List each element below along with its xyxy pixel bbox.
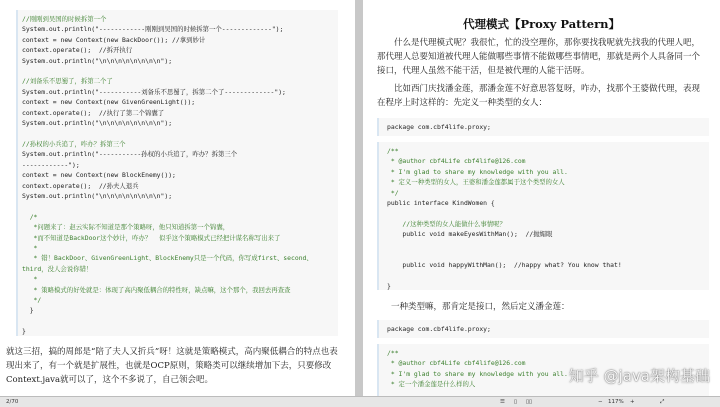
code-line: /**	[387, 349, 399, 357]
zoom-in-icon[interactable]: +	[630, 399, 635, 405]
code-line: System.out.println("-----------孙权的小兵追了，咋办？拆第三个	[22, 150, 238, 159]
code-line	[22, 201, 342, 211]
code-line: * 错！BackDoor、GivenGreenLight、BlockEnemy只是一个代码，你写成first、second、	[22, 254, 313, 263]
code-line: * @author cbf4Life cbf4life@126.com	[387, 359, 526, 368]
code-line: * I'm glad to share my knowledge with you all.	[387, 369, 568, 378]
code-line: //这种类型的女人能做什么事情呢？	[387, 219, 506, 228]
code-line	[387, 208, 622, 218]
code-line: context = new Context(new GivenGreenLight());	[22, 98, 196, 107]
watermark: 知乎 @java架构基础	[568, 367, 710, 385]
code-line: //刚刚到吴国的时候拆第一个	[22, 15, 107, 23]
interface-paragraph: 一种类型嘛，那肯定是接口，然后定义潘金莲：	[391, 302, 570, 312]
code-line: context = new Context(new BlockEnemy());	[22, 171, 176, 180]
code-line: context.operate(); //执行了第二个锦囊了	[22, 108, 165, 117]
code-line: * I'm glad to share my knowledge with you all.	[387, 167, 568, 176]
code-line: }	[22, 306, 34, 315]
code-line: *而不知道是BackDoor这个妙计，咋办？ 似乎这个策略模式已经把计谋名称写出来了	[22, 233, 281, 242]
sidebar-toggle-icon[interactable]: ☰	[500, 399, 505, 405]
code-line: * 策略模式的好处就是：体现了高内聚低耦合的特性呀，缺点嘛，这个那个，我回去再查查	[22, 285, 291, 294]
code-line: *	[22, 243, 38, 252]
code-line: context.operate(); //孙夫人退兵	[22, 181, 139, 190]
code-lines-left	[22, 14, 342, 337]
code-line: /**	[387, 147, 399, 155]
code-line: *	[22, 275, 38, 284]
interface-code	[387, 146, 622, 292]
code-line: * @author cbf4Life cbf4life@126.com	[387, 157, 526, 166]
code-line: System.out.println("-----------刘备乐不思蜀了，拆第二个了-------------");	[22, 87, 286, 96]
class-code	[387, 348, 568, 390]
code-line: */	[387, 188, 399, 197]
example-paragraph: 比如西门庆找潘金莲，那潘金莲不好意思答复呀，咋办，找那个王婆做代理，表现在程序上时这样的：先定义一种类型的女人：	[377, 84, 701, 108]
code-line	[387, 271, 622, 281]
zoom-level[interactable]: 117%	[608, 399, 624, 405]
code-line: //孙权的小兵追了，咋办？拆第三个	[22, 139, 126, 148]
right-page	[363, 0, 720, 396]
zoom-out-icon[interactable]: −	[598, 399, 603, 405]
code-line: System.out.println("------------刚刚到吴国的时候拆第一个-------------");	[22, 25, 284, 34]
code-line: third，没人会说你错！	[22, 264, 93, 273]
code-line: public void makeEyesWithMan(); //抛媚眼	[387, 230, 553, 239]
code-line	[387, 250, 622, 260]
left-page	[0, 0, 355, 396]
package-line-1: package com.cbf4life.proxy;	[387, 123, 491, 131]
code-line	[22, 128, 342, 138]
code-line: * 定义一种类型的女人，王婆和潘金莲都属于这个类型的女人	[387, 178, 565, 187]
status-bar	[0, 396, 720, 407]
code-line	[22, 316, 342, 326]
page-indicator[interactable]: 2/70	[6, 399, 19, 405]
code-line: System.out.println("\n\n\n\n\n\n\n\n");	[22, 191, 173, 200]
left-paragraph: 就这三招，搞的周郎是“陪了夫人又折兵”呀！这就是策略模式，高内聚低耦合的特点也表现出来了，有一个就是扩展性，也就是OCP原则，策略类可以继续增加下去，只要修改Context.java就可以了，这个不多说了，自己领会吧。	[6, 347, 338, 385]
code-line: //刘备乐不思蜀了，拆第二个了	[22, 77, 113, 86]
code-line: public interface KindWomen {	[387, 199, 495, 208]
two-page-icon[interactable]: ▯▯	[526, 399, 533, 405]
code-line: context = new Context(new BackDoor()); //拿到妙计	[22, 35, 206, 44]
code-line	[22, 66, 342, 76]
code-line: System.out.println("\n\n\n\n\n\n\n\n");	[22, 56, 173, 65]
code-line: System.out.println("\n\n\n\n\n\n\n\n");	[22, 119, 173, 128]
intro-paragraph: 什么是代理模式呢？我很忙，忙的没空理你，那你要找我呢就先找我的代理人吧，那代理人总要知道被代理人能做哪些事情不能做哪些事情吧，那就是两个人具备同一个接口，代理人虽然不能干活，但是被代理的人能干活呀。	[377, 38, 701, 76]
package-line-2: package com.cbf4life.proxy;	[387, 325, 491, 333]
code-line: * 定一个潘金莲是什么样的人	[387, 380, 476, 389]
code-line: ------------");	[22, 160, 80, 169]
code-line: /*	[22, 212, 38, 221]
code-line: }	[22, 327, 26, 336]
code-line: }	[387, 282, 391, 291]
code-line	[387, 240, 622, 250]
fit-page-icon[interactable]: ⤢	[660, 399, 665, 405]
code-line: *问题来了：赵云实际不知道是那个策略呀，他只知道拆第一个锦囊，	[22, 223, 230, 232]
single-page-icon[interactable]: ▯	[514, 399, 518, 405]
code-line: context.operate(); //拆开执行	[22, 46, 133, 55]
page-title: 代理模式【Proxy Pattern】	[462, 17, 621, 31]
code-line: */	[22, 295, 42, 304]
code-line: public void happyWithMan(); //happy what? You know that!	[387, 261, 622, 270]
